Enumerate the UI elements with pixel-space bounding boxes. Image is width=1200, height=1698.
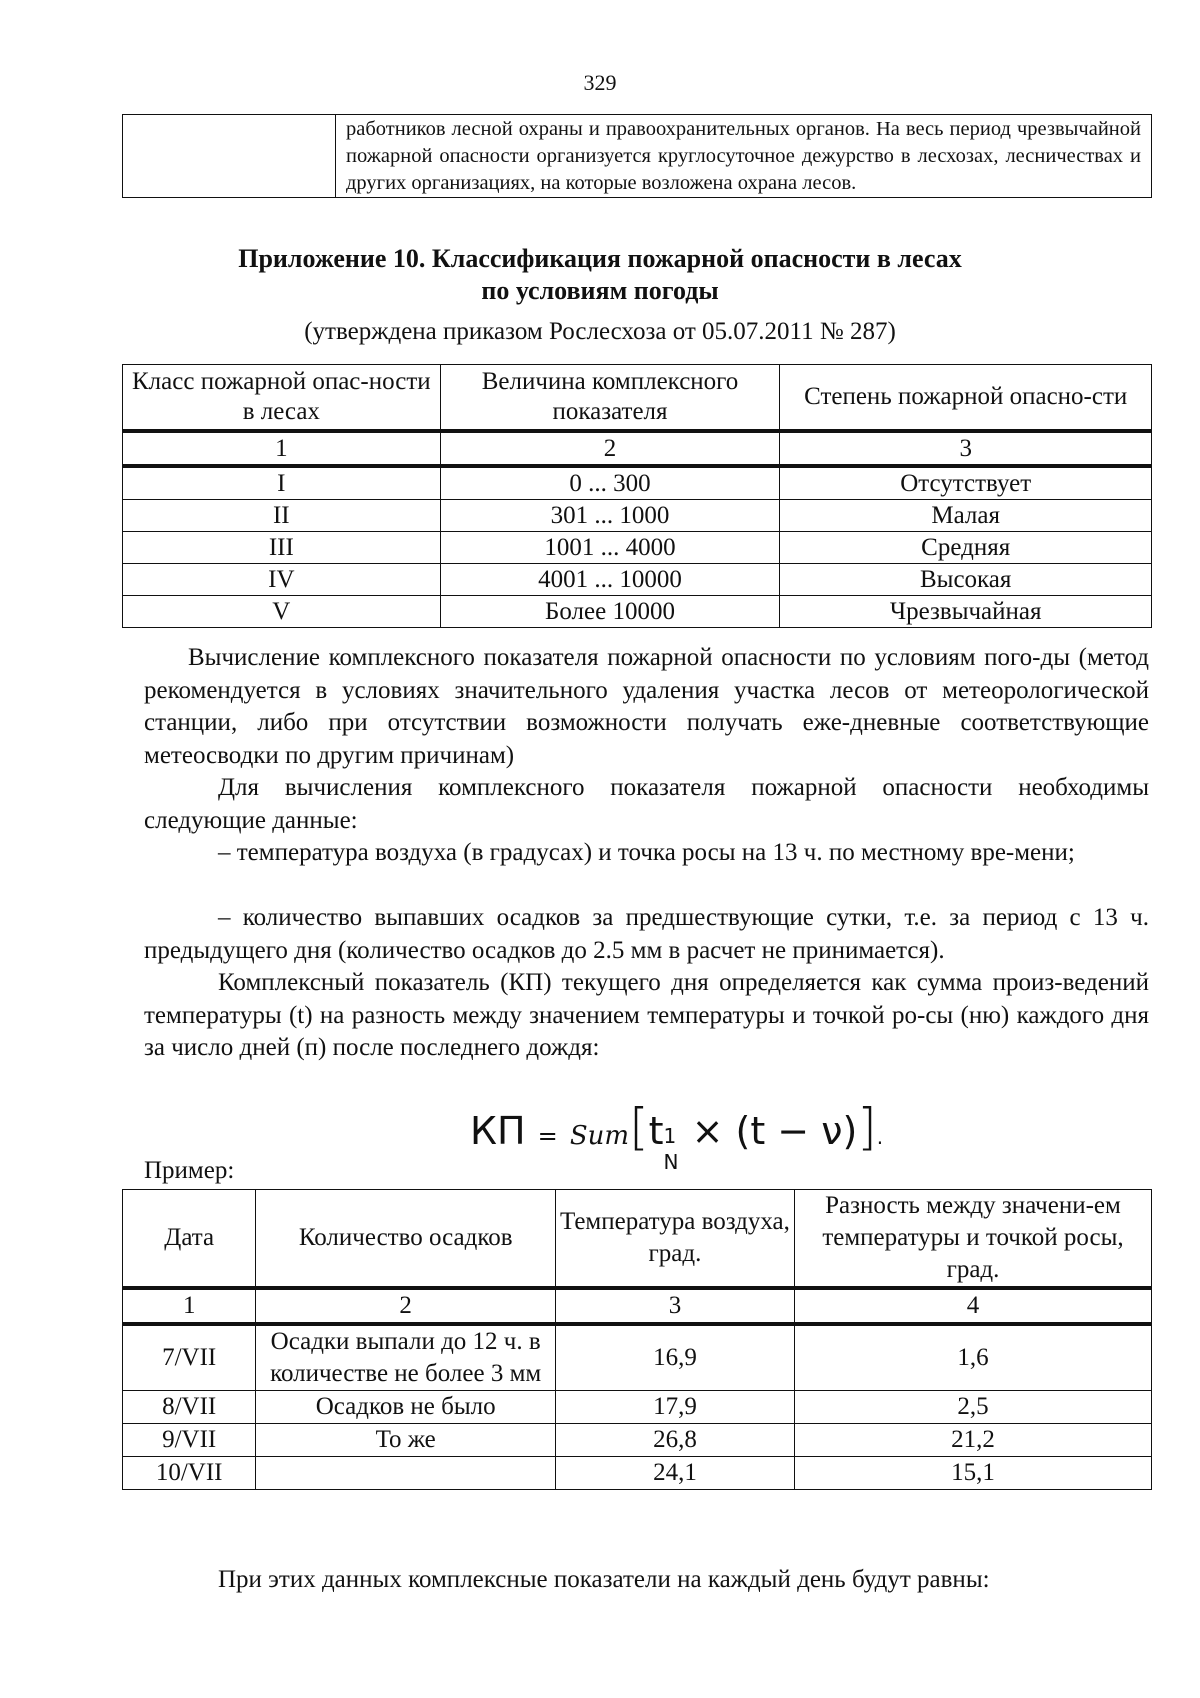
example-header-precip: Количество осадков [256,1190,556,1289]
date-cell: 8/VII [123,1391,256,1424]
degree-cell: Чрезвычайная [780,596,1152,628]
formula-equals: = [537,1122,558,1150]
continuation-text: работников лесной охраны и правоохранительных органов. На весь период чрезвычайной пожарной опасности организуется круглосуточное дежурство в лесхозах, лесничествах и других организациях, на которые возложена охрана лесов. [336,115,1152,198]
example-label: Пример: [144,1157,235,1184]
class-cell: I [123,466,441,500]
degree-cell: Высокая [780,564,1152,596]
date-cell: 7/VII [123,1324,256,1391]
formula-superscript: 1 [663,1124,677,1148]
temp-cell: 26,8 [555,1424,794,1457]
formula-subscript: N [663,1150,679,1174]
date-cell: 9/VII [123,1424,256,1457]
example-colnum: 3 [555,1288,794,1324]
temp-cell: 16,9 [555,1324,794,1391]
precip-cell: Осадков не было [256,1391,556,1424]
page-number: 329 [583,70,617,95]
appendix-title-line2: по условиям погоды [481,276,719,305]
paragraph-method: Вычисление комплексного показателя пожарной опасности по условиям пого-ды (метод рекомендуется в условиях значительного удаления участка лесов от метеорологической станции, либо при отсутствии возможности получать еже-дневные соответствующие метеосводки по другим причинам) [144,644,1149,769]
precip-cell [256,1457,556,1490]
diff-cell: 2,5 [794,1391,1151,1424]
class-colnum: 1 [123,431,441,466]
index-cell: 301 ... 1000 [440,500,780,532]
paragraph-precipitation-item: – количество выпавших осадков за предшествующие сутки, т.е. за период с 13 ч. предыдущего дня (количество осадков до 2.5 мм в расчет не принимается). [144,904,1149,964]
degree-cell: Средняя [780,532,1152,564]
index-cell: 0 ... 300 [440,466,780,500]
class-cell: V [123,596,441,628]
table-row [123,1324,1152,1391]
class-colnum: 3 [780,431,1152,466]
class-header-1: Класс пожарной опас-ности в лесах [123,365,441,432]
class-cell: IV [123,564,441,596]
class-colnum: 2 [440,431,780,466]
example-colnum: 1 [123,1288,256,1324]
diff-cell: 1,6 [794,1324,1151,1391]
index-cell: Более 10000 [440,596,780,628]
approval-note: (утверждена приказом Рослесхоза от 05.07.2011 № 287) [304,318,896,345]
appendix-title-line1: Приложение 10. Классификация пожарной опасности в лесах [238,244,962,273]
diff-cell: 15,1 [794,1457,1151,1490]
temp-cell: 17,9 [555,1391,794,1424]
degree-cell: Малая [780,500,1152,532]
table-row [123,1424,1152,1457]
index-cell: 4001 ... 10000 [440,564,780,596]
paragraph-required-data: Для вычисления комплексного показателя пожарной опасности необходимы следующие данные: [144,774,1149,834]
example-colnum: 4 [794,1288,1151,1324]
precip-cell: То же [256,1424,556,1457]
class-header-3: Степень пожарной опасно-сти [780,365,1152,432]
class-cell: II [123,500,441,532]
index-cell: 1001 ... 4000 [440,532,780,564]
table-row [123,1457,1152,1490]
class-cell: III [123,532,441,564]
continuation-empty-cell [123,115,336,198]
formula [470,1098,884,1174]
continuation-table [122,114,1152,198]
table-row [123,466,1152,500]
paragraph-temperature-item: – температура воздуха (в градусах) и точка росы на 13 ч. по местному вре-мени; [218,839,1075,866]
table-row [123,564,1152,596]
temp-cell: 24,1 [555,1457,794,1490]
final-sentence: При этих данных комплексные показатели на каждый день будут равны: [218,1566,990,1593]
formula-lhs: КП [470,1109,526,1153]
formula-close-bracket: ] [857,1098,877,1156]
example-colnum: 2 [256,1288,556,1324]
diff-cell: 21,2 [794,1424,1151,1457]
appendix-title [0,243,1200,307]
formula-dot: . [876,1125,884,1149]
example-table [122,1189,1152,1490]
table-row [123,500,1152,532]
class-header-2: Величина комплексного показателя [440,365,780,432]
formula-open-bracket: [ [629,1098,649,1156]
example-header-date: Дата [123,1190,256,1289]
formula-t-symbol: t [648,1109,664,1153]
date-cell: 10/VII [123,1457,256,1490]
degree-cell: Отсутствует [780,466,1152,500]
formula-sum: Sum [569,1121,630,1151]
fire-class-table [122,364,1152,628]
precip-cell: Осадки выпали до 12 ч. в количестве не более 3 мм [256,1324,556,1391]
example-header-temp: Температура воздуха, град. [555,1190,794,1289]
formula-t [648,1109,680,1174]
example-header-diff: Разность между значени-ем температуры и точкой росы, град. [794,1190,1151,1289]
table-row [123,596,1152,628]
table-row [123,532,1152,564]
table-row [123,1391,1152,1424]
paragraph-complex-index: Комплексный показатель (КП) текущего дня определяется как сумма произ-ведений температуры (t) на разность между значением температуры и точкой ро-сы (ню) каждого дня за число дней (п) после последнего дождя: [144,969,1149,1061]
formula-rest: × (t − ν) [679,1109,858,1153]
